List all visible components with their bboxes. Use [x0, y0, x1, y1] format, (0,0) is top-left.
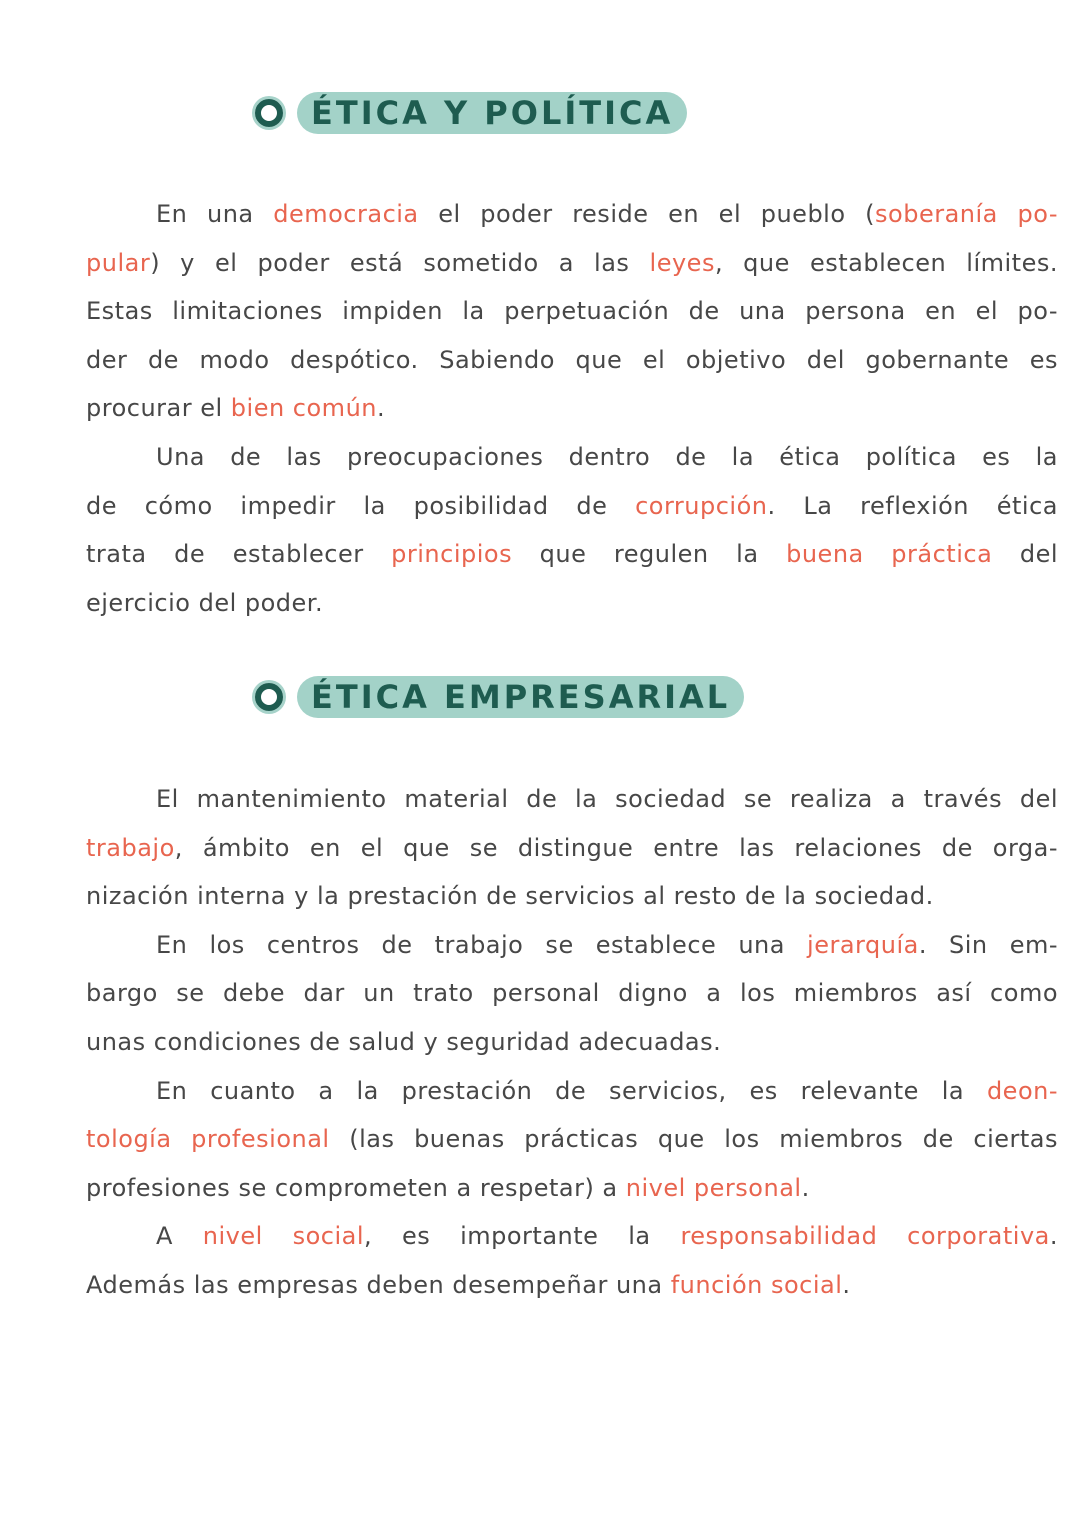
- text-line: [86, 1261, 1058, 1310]
- text-segment: bargo se debe dar un trato personal digno a los miembros así como: [86, 979, 1058, 1008]
- text-segment: En una: [156, 200, 274, 228]
- text-segment: , que establecen límites.: [714, 248, 1058, 277]
- section-heading-etica-empresarial: [255, 676, 744, 718]
- text-line: [86, 1067, 1058, 1116]
- text-line: [86, 287, 1058, 336]
- text-segment: der de modo despótico. Sabiendo que el objetivo del gobernante es: [86, 345, 1058, 374]
- text-line: [86, 384, 1058, 433]
- text-line: [86, 1115, 1058, 1164]
- text-segment: .: [801, 1173, 810, 1202]
- highlighted-term: responsabilidad corporativa: [680, 1222, 1050, 1251]
- highlighted-term: bien común: [230, 394, 377, 423]
- text-segment: profesiones se comprometen a respetar) a: [86, 1173, 626, 1202]
- text-line: [86, 433, 1058, 482]
- text-segment: del: [992, 540, 1059, 569]
- text-line: [86, 190, 1058, 239]
- text-segment: el poder reside en el pueblo (: [418, 200, 876, 228]
- text-line: [86, 775, 1058, 824]
- highlighted-term: deon-: [986, 1076, 1058, 1105]
- text-segment: ejercicio del poder.: [86, 588, 324, 617]
- highlighted-term: soberanía po-: [875, 200, 1059, 228]
- text-line: [86, 482, 1058, 531]
- highlighted-term: buena práctica: [786, 540, 993, 569]
- highlighted-term: principios: [391, 540, 513, 569]
- section-title: ÉTICA EMPRESARIAL: [297, 676, 744, 718]
- text-line: [86, 336, 1058, 385]
- highlighted-term: pular: [86, 248, 151, 277]
- text-segment: Una de las preocupaciones dentro de la ética política es la: [156, 442, 1058, 471]
- text-segment: El mantenimiento material de la sociedad se realiza a través del: [156, 785, 1058, 813]
- highlighted-term: jerarquía: [807, 930, 919, 959]
- circle-bullet-icon: [255, 99, 283, 127]
- section-body-etica-empresarial: [86, 775, 1058, 1310]
- text-line: [86, 239, 1058, 288]
- highlighted-term: democracia: [273, 200, 419, 228]
- text-segment: (las buenas prácticas que los miembros de ciertas: [329, 1125, 1058, 1154]
- text-segment: .: [376, 394, 386, 423]
- text-line: [86, 969, 1058, 1018]
- highlighted-term: trabajo: [86, 833, 175, 862]
- text-segment: procurar el: [86, 394, 231, 423]
- section-heading-etica-politica: [255, 92, 687, 134]
- text-segment: Además las empresas deben desempeñar una: [86, 1270, 671, 1299]
- text-segment: que regulen la: [512, 540, 787, 569]
- text-segment: . La reflexión ética: [767, 491, 1058, 520]
- text-segment: , es importante la: [364, 1222, 681, 1251]
- text-line: [86, 824, 1058, 873]
- text-segment: nización interna y la prestación de servicios al resto de la sociedad.: [86, 882, 934, 911]
- text-line: [86, 872, 1058, 921]
- highlighted-term: tología profesional: [86, 1125, 330, 1154]
- text-segment: ) y el poder está sometido a las: [150, 248, 650, 277]
- text-segment: .: [842, 1270, 851, 1299]
- text-segment: Estas limitaciones impiden la perpetuación de una persona en el po-: [86, 297, 1058, 326]
- text-segment: unas condiciones de salud y seguridad adecuadas.: [86, 1027, 722, 1056]
- text-segment: trata de establecer: [86, 540, 392, 569]
- text-segment: .: [1049, 1222, 1059, 1251]
- highlighted-term: nivel social: [202, 1222, 365, 1251]
- text-line: [86, 579, 1058, 628]
- text-segment: En los centros de trabajo se establece una: [156, 930, 808, 959]
- highlighted-term: función social: [670, 1270, 843, 1299]
- section-body-etica-politica: [86, 190, 1058, 627]
- circle-bullet-icon: [255, 683, 283, 711]
- text-line: [86, 1164, 1058, 1213]
- text-line: [86, 1212, 1058, 1261]
- highlighted-term: leyes: [649, 248, 715, 277]
- text-line: [86, 1018, 1058, 1067]
- text-line: [86, 921, 1058, 970]
- text-segment: de cómo impedir la posibilidad de: [86, 491, 636, 520]
- text-segment: . Sin em-: [918, 930, 1059, 959]
- section-title: ÉTICA Y POLÍTICA: [297, 92, 687, 134]
- highlighted-term: corrupción: [635, 491, 768, 520]
- highlighted-term: nivel personal: [625, 1173, 802, 1202]
- text-segment: A: [156, 1222, 203, 1251]
- text-line: [86, 530, 1058, 579]
- text-segment: En cuanto a la prestación de servicios, es relevante la: [156, 1076, 987, 1105]
- text-segment: , ámbito en el que se distingue entre las relaciones de orga-: [174, 833, 1058, 862]
